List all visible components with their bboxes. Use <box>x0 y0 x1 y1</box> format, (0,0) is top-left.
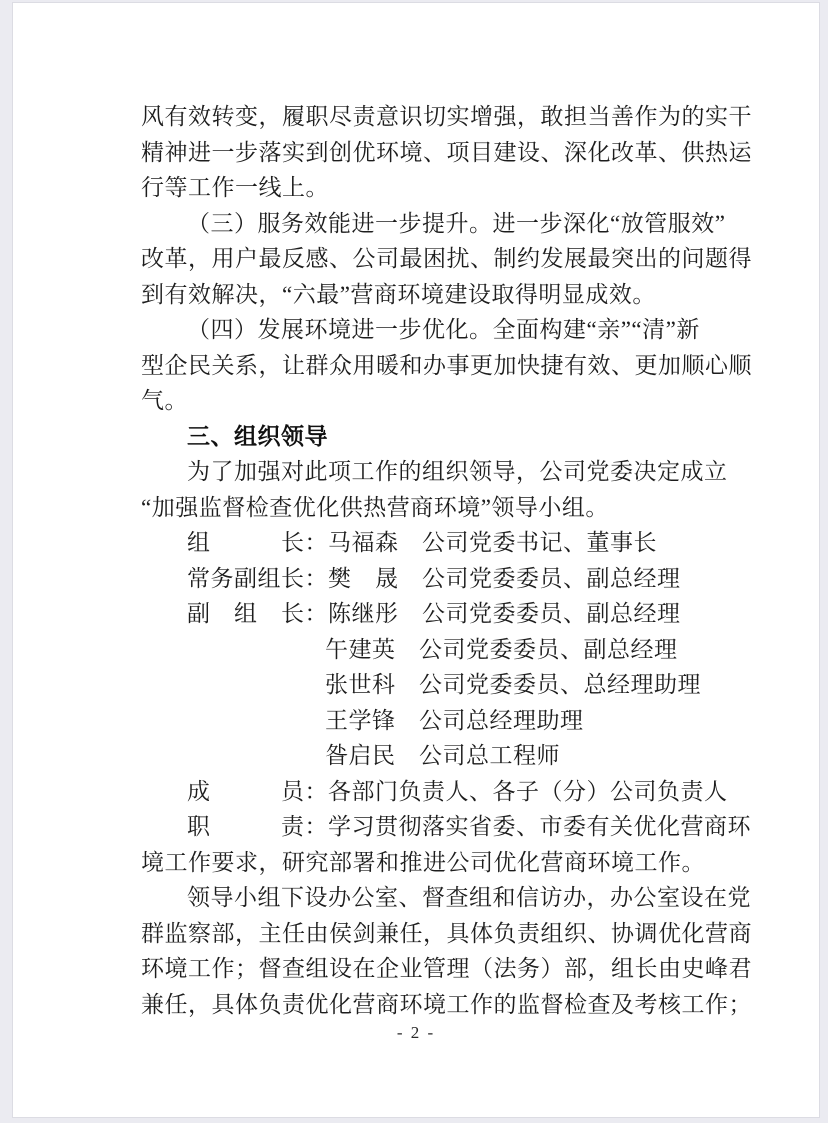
roster-line: 组 长：马福森 公司党委书记、董事长 <box>187 530 657 555</box>
document-page <box>12 2 820 1118</box>
section-heading: 三、组织领导 <box>187 422 328 449</box>
roster-line: 昝启民 公司总工程师 <box>325 743 560 768</box>
page-number: - 2 - <box>396 1023 436 1042</box>
text-line: 气。 <box>141 388 188 413</box>
text-line: 型企民关系，让群众用暖和办事更加快捷有效、更加顺心顺 <box>141 352 752 378</box>
roster-line: 常务副组长：樊 晟 公司党委委员、副总经理 <box>187 565 681 591</box>
roster-line: 副 组 长：陈继彤 公司党委委员、副总经理 <box>187 601 681 626</box>
roster-line: 成 员：各部门负责人、各子（分）公司负责人 <box>187 778 728 804</box>
roster-line: 张世科 公司党委委员、总经理助理 <box>325 672 701 697</box>
text-line: 境工作要求，研究部署和推进公司优化营商环境工作。 <box>141 849 705 875</box>
text-line: 为了加强对此项工作的组织领导，公司党委决定成立 <box>187 459 728 484</box>
text-line: 群监察部，主任由侯剑兼任，具体负责组织、协调优化营商 <box>141 920 752 946</box>
text-line: （三）服务效能进一步提升。进一步深化“放管服效” <box>187 210 726 236</box>
text-line: “加强监督检查优化供热营商环境”领导小组。 <box>141 494 609 520</box>
document-body <box>141 99 753 1022</box>
roster-line: 王学锋 公司总经理助理 <box>325 707 584 733</box>
text-line: 环境工作；督查组设在企业管理（法务）部，组长由史峰君 <box>141 956 752 981</box>
text-line: 到有效解决，“六最”营商环境建设取得明显成效。 <box>141 281 656 307</box>
text-line: 改革，用户最反感、公司最困扰、制约发展最突出的问题得 <box>141 246 752 271</box>
roster-line: 午建英 公司党委委员、副总经理 <box>325 636 678 662</box>
roster-line: 职 责：学习贯彻落实省委、市委有关优化营商环 <box>187 814 751 839</box>
text-line: 精神进一步落实到创优环境、项目建设、深化改革、供热运 <box>141 139 752 165</box>
text-line: 领导小组下设办公室、督查组和信访办，办公室设在党 <box>187 885 751 910</box>
text-line: 行等工作一线上。 <box>141 175 329 200</box>
text-line: （四）发展环境进一步优化。全面构建“亲”“清”新 <box>187 317 700 342</box>
text-line: 兼任，具体负责优化营商环境工作的监督检查及考核工作； <box>141 991 752 1017</box>
text-line: 风有效转变，履职尽责意识切实增强，敢担当善作为的实干 <box>141 104 752 129</box>
